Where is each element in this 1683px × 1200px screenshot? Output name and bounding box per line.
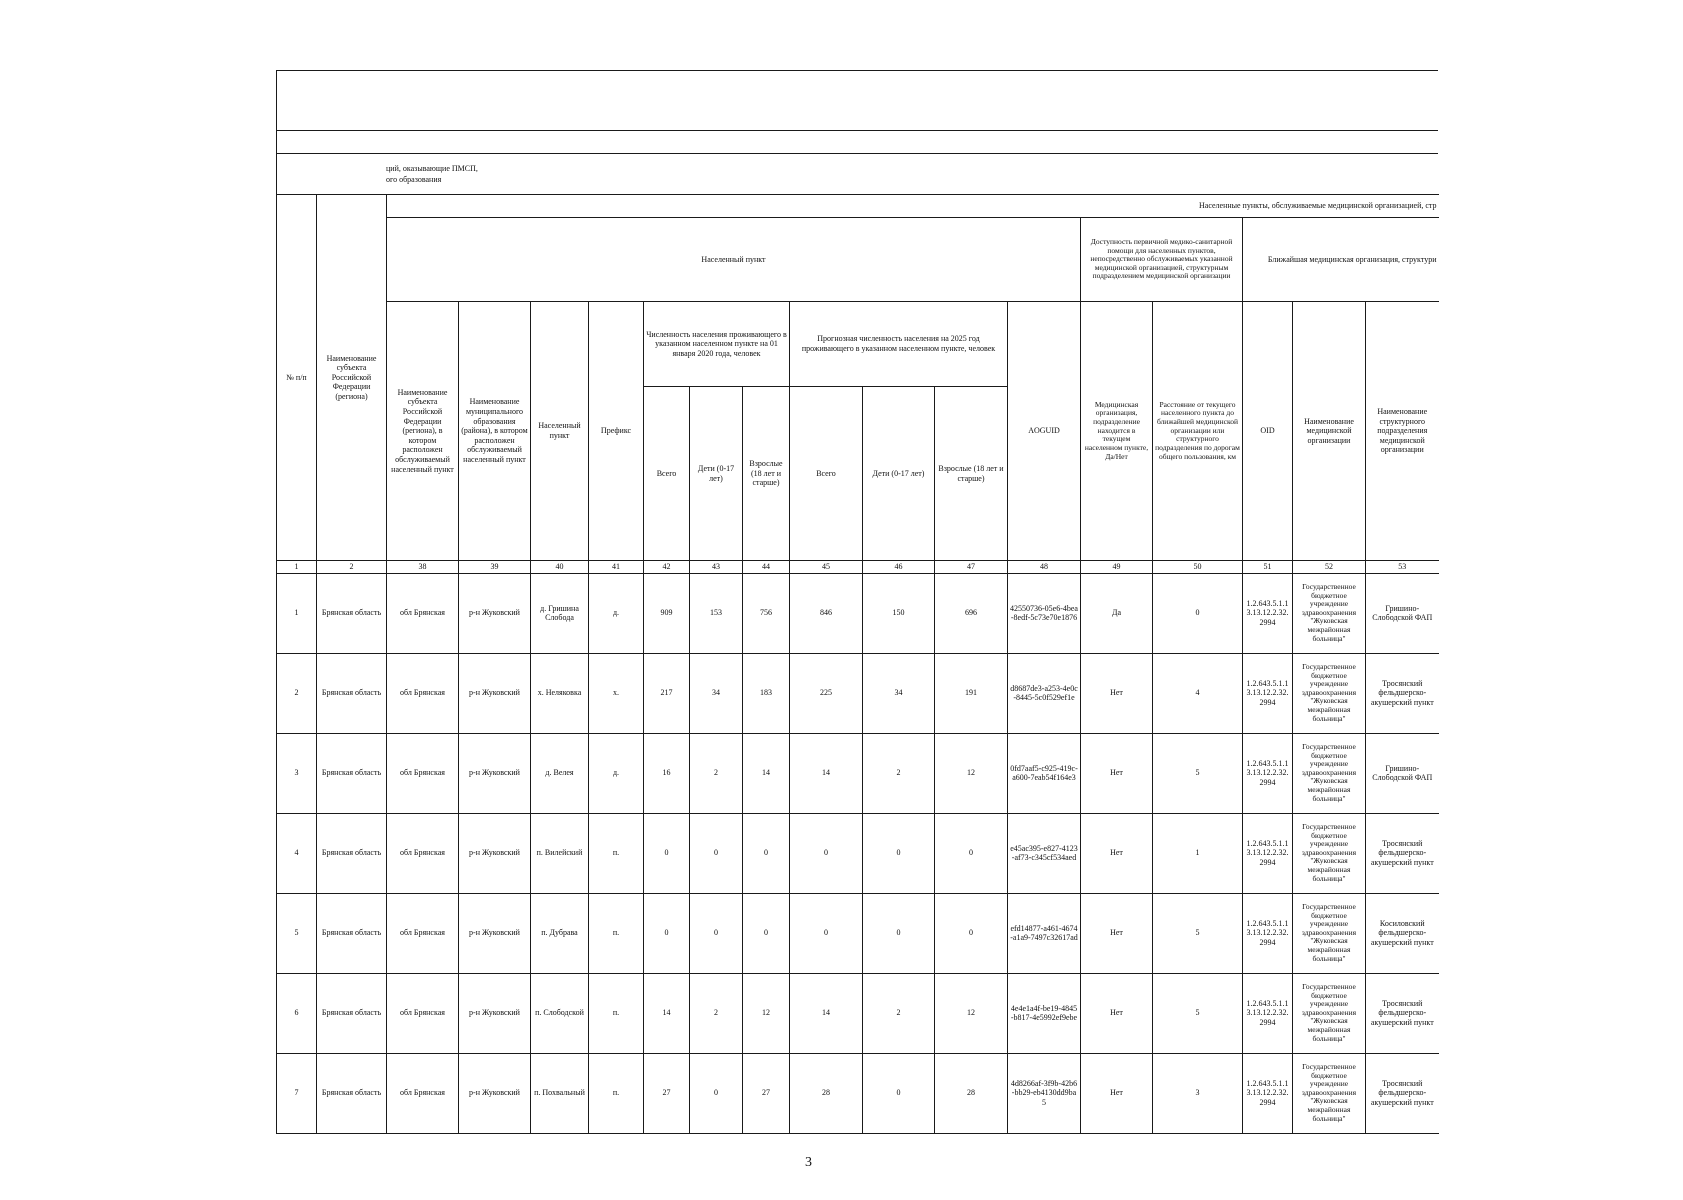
row-distance: 4 bbox=[1153, 653, 1243, 733]
header-row-sections bbox=[277, 218, 1439, 302]
header-struct: Наименование структурного подразделения медицинской организации bbox=[1366, 302, 1439, 561]
row-number: 7 bbox=[277, 1053, 317, 1133]
row-oid: 1.2.643.5.1.13.13.12.2.32.2994 bbox=[1243, 573, 1293, 653]
row-med-unit: Нет bbox=[1081, 653, 1153, 733]
row-kids-2025: 0 bbox=[863, 1053, 935, 1133]
row-kids-2025: 2 bbox=[863, 733, 935, 813]
document-sheet bbox=[276, 70, 1438, 1127]
row-prefix: п. bbox=[589, 973, 644, 1053]
row-kids-2020: 0 bbox=[690, 1053, 743, 1133]
row-prefix: х. bbox=[589, 653, 644, 733]
title-line-1: ций, оказывающие ПМСП, bbox=[386, 164, 478, 173]
header-total-2020: Всего bbox=[644, 387, 690, 561]
row-subject: обл Брянская bbox=[387, 893, 459, 973]
header-nearest: Ближайшая медицинская организация, структури bbox=[1243, 218, 1439, 302]
row-aoguid: d8687de3-a253-4e0c-8445-5c0f529ef1e bbox=[1008, 653, 1081, 733]
row-distance: 0 bbox=[1153, 573, 1243, 653]
row-total-2025: 28 bbox=[790, 1053, 863, 1133]
header-num: № п/п bbox=[277, 195, 317, 561]
row-prefix: д. bbox=[589, 733, 644, 813]
row-total-2020: 909 bbox=[644, 573, 690, 653]
row-number: 1 bbox=[277, 573, 317, 653]
row-subject: обл Брянская bbox=[387, 653, 459, 733]
colnum: 38 bbox=[387, 561, 459, 574]
row-med-unit: Нет bbox=[1081, 1053, 1153, 1133]
row-subject: обл Брянская bbox=[387, 813, 459, 893]
header-np-subject: Наименование субъекта Российской Федерации (региона), в котором расположен обслуживаемый населенный пункт bbox=[387, 302, 459, 561]
row-municipality: р-н Жуковский bbox=[459, 813, 531, 893]
row-number: 4 bbox=[277, 813, 317, 893]
header-pop2020: Численность населения проживающего в указанном населенном пункте на 01 января 2020 года, человек bbox=[644, 302, 790, 387]
row-oid: 1.2.643.5.1.13.13.12.2.32.2994 bbox=[1243, 1053, 1293, 1133]
row-struct-unit: Гришино-Слободской ФАП bbox=[1366, 573, 1439, 653]
row-adults-2020: 12 bbox=[743, 973, 790, 1053]
row-total-2020: 27 bbox=[644, 1053, 690, 1133]
row-prefix: п. bbox=[589, 893, 644, 973]
row-adults-2020: 14 bbox=[743, 733, 790, 813]
colnum: 50 bbox=[1153, 561, 1243, 574]
row-total-2020: 14 bbox=[644, 973, 690, 1053]
row-aoguid: 42550736-05e6-4bea-8edf-5c73e70e1876 bbox=[1008, 573, 1081, 653]
row-aoguid: 4e4e1a4f-be19-4845-b817-4e5992ef9ebe bbox=[1008, 973, 1081, 1053]
row-total-2025: 0 bbox=[790, 813, 863, 893]
row-med-unit: Да bbox=[1081, 573, 1153, 653]
row-oid: 1.2.643.5.1.13.13.12.2.32.2994 bbox=[1243, 733, 1293, 813]
row-med-unit: Нет bbox=[1081, 893, 1153, 973]
colnum: 45 bbox=[790, 561, 863, 574]
row-subject: обл Брянская bbox=[387, 1053, 459, 1133]
header-oid: OID bbox=[1243, 302, 1293, 561]
row-kids-2025: 0 bbox=[863, 813, 935, 893]
row-total-2020: 0 bbox=[644, 813, 690, 893]
row-kids-2020: 2 bbox=[690, 733, 743, 813]
row-adults-2025: 0 bbox=[935, 893, 1008, 973]
row-oid: 1.2.643.5.1.13.13.12.2.32.2994 bbox=[1243, 893, 1293, 973]
colnum: 53 bbox=[1366, 561, 1439, 574]
row-med-org: Государственное бюджетное учреждение здравоохранения "Жуковская межрайонная больница" bbox=[1293, 573, 1366, 653]
row-med-unit: Нет bbox=[1081, 813, 1153, 893]
row-region: Брянская область bbox=[317, 973, 387, 1053]
row-total-2025: 14 bbox=[790, 733, 863, 813]
header-med-org: Наименование медицинской организации bbox=[1293, 302, 1366, 561]
row-settlement: п. Слободской bbox=[531, 973, 589, 1053]
row-struct-unit: Гришино-Слободской ФАП bbox=[1366, 733, 1439, 813]
row-settlement: п. Вилейский bbox=[531, 813, 589, 893]
row-oid: 1.2.643.5.1.13.13.12.2.32.2994 bbox=[1243, 813, 1293, 893]
row-aoguid: 0fd7aaf5-c925-419c-a600-7eab54f164e3 bbox=[1008, 733, 1081, 813]
table-row bbox=[277, 973, 1439, 1053]
row-adults-2020: 27 bbox=[743, 1053, 790, 1133]
row-subject: обл Брянская bbox=[387, 573, 459, 653]
row-adults-2025: 0 bbox=[935, 813, 1008, 893]
header-total-2025: Всего bbox=[790, 387, 863, 561]
colnum: 43 bbox=[690, 561, 743, 574]
table-row bbox=[277, 813, 1439, 893]
header-kids-2020: Дети (0-17 лет) bbox=[690, 387, 743, 561]
table-row bbox=[277, 733, 1439, 813]
row-aoguid: 4d8266af-3f9b-42b6-bb29-eb4130dd9ba5 bbox=[1008, 1053, 1081, 1133]
row-prefix: п. bbox=[589, 813, 644, 893]
colnum: 52 bbox=[1293, 561, 1366, 574]
row-distance: 3 bbox=[1153, 1053, 1243, 1133]
row-med-org: Государственное бюджетное учреждение здравоохранения "Жуковская межрайонная больница" bbox=[1293, 653, 1366, 733]
header-row-group bbox=[277, 195, 1439, 218]
colnum: 49 bbox=[1081, 561, 1153, 574]
row-number: 5 bbox=[277, 893, 317, 973]
row-region: Брянская область bbox=[317, 573, 387, 653]
row-adults-2025: 28 bbox=[935, 1053, 1008, 1133]
document-title bbox=[386, 163, 478, 185]
frame-line-2 bbox=[276, 130, 1438, 131]
frame-left-line bbox=[276, 70, 277, 194]
row-municipality: р-н Жуковский bbox=[459, 733, 531, 813]
row-struct-unit: Тросянский фельдшерско-акушерский пункт bbox=[1366, 1053, 1439, 1133]
row-region: Брянская область bbox=[317, 653, 387, 733]
header-dostupnost: Доступность первичной медико-санитарной помощи для населенных пунктов, непосредственно обслуживаемых указанной медицинской организацией, структурным подразделением медицинской организации bbox=[1081, 218, 1243, 302]
row-kids-2025: 150 bbox=[863, 573, 935, 653]
colnum: 40 bbox=[531, 561, 589, 574]
row-settlement: п. Дубрава bbox=[531, 893, 589, 973]
row-med-org: Государственное бюджетное учреждение здравоохранения "Жуковская межрайонная больница" bbox=[1293, 1053, 1366, 1133]
row-med-org: Государственное бюджетное учреждение здравоохранения "Жуковская межрайонная больница" bbox=[1293, 813, 1366, 893]
row-kids-2020: 153 bbox=[690, 573, 743, 653]
row-municipality: р-н Жуковский bbox=[459, 1053, 531, 1133]
row-kids-2025: 0 bbox=[863, 893, 935, 973]
row-kids-2020: 0 bbox=[690, 893, 743, 973]
header-prefix: Префикс bbox=[589, 302, 644, 561]
row-kids-2020: 34 bbox=[690, 653, 743, 733]
row-distance: 5 bbox=[1153, 893, 1243, 973]
header-kids-2025: Дети (0-17 лет) bbox=[863, 387, 935, 561]
row-region: Брянская область bbox=[317, 813, 387, 893]
frame-line-3 bbox=[276, 153, 1438, 154]
table-row bbox=[277, 573, 1439, 653]
header-np-group: Населенный пункт bbox=[387, 218, 1081, 302]
row-total-2025: 225 bbox=[790, 653, 863, 733]
row-subject: обл Брянская bbox=[387, 733, 459, 813]
row-oid: 1.2.643.5.1.13.13.12.2.32.2994 bbox=[1243, 653, 1293, 733]
row-number: 6 bbox=[277, 973, 317, 1053]
row-adults-2025: 696 bbox=[935, 573, 1008, 653]
row-struct-unit: Тросянский фельдшерско-акушерский пункт bbox=[1366, 653, 1439, 733]
row-municipality: р-н Жуковский bbox=[459, 973, 531, 1053]
frame-top-line bbox=[276, 70, 1438, 71]
header-pop2025: Прогнозная численность населения на 2025 год проживающего в указанном населенном пункте, человек bbox=[790, 302, 1008, 387]
row-kids-2025: 2 bbox=[863, 973, 935, 1053]
header-row-subgroups bbox=[277, 302, 1439, 387]
header-subject: Наименование субъекта Российской Федерации (региона) bbox=[317, 195, 387, 561]
row-adults-2020: 0 bbox=[743, 893, 790, 973]
table-row bbox=[277, 1053, 1439, 1133]
colnum: 48 bbox=[1008, 561, 1081, 574]
row-med-unit: Нет bbox=[1081, 733, 1153, 813]
row-municipality: р-н Жуковский bbox=[459, 653, 531, 733]
row-struct-unit: Косиловский фельдшерско-акушерский пункт bbox=[1366, 893, 1439, 973]
row-struct-unit: Тросянский фельдшерско-акушерский пункт bbox=[1366, 973, 1439, 1053]
row-adults-2020: 756 bbox=[743, 573, 790, 653]
row-region: Брянская область bbox=[317, 733, 387, 813]
row-med-unit: Нет bbox=[1081, 973, 1153, 1053]
header-distance: Расстояние от текущего населенного пункта до ближайшей медицинской организации или структурного подразделения по дорогам общего пользования, км bbox=[1153, 302, 1243, 561]
header-adults-2020: Взрослые (18 лет и старше) bbox=[743, 387, 790, 561]
row-adults-2020: 0 bbox=[743, 813, 790, 893]
row-distance: 5 bbox=[1153, 973, 1243, 1053]
row-oid: 1.2.643.5.1.13.13.12.2.32.2994 bbox=[1243, 973, 1293, 1053]
header-np: Населенный пункт bbox=[531, 302, 589, 561]
row-subject: обл Брянская bbox=[387, 973, 459, 1053]
row-municipality: р-н Жуковский bbox=[459, 893, 531, 973]
row-settlement: д. Гришина Слобода bbox=[531, 573, 589, 653]
row-kids-2020: 2 bbox=[690, 973, 743, 1053]
row-kids-2025: 34 bbox=[863, 653, 935, 733]
colnum: 2 bbox=[317, 561, 387, 574]
row-number: 3 bbox=[277, 733, 317, 813]
colnum: 44 bbox=[743, 561, 790, 574]
row-adults-2025: 191 bbox=[935, 653, 1008, 733]
row-kids-2020: 0 bbox=[690, 813, 743, 893]
table-row bbox=[277, 653, 1439, 733]
row-region: Брянская область bbox=[317, 893, 387, 973]
row-med-org: Государственное бюджетное учреждение здравоохранения "Жуковская межрайонная больница" bbox=[1293, 893, 1366, 973]
row-adults-2025: 12 bbox=[935, 733, 1008, 813]
row-total-2025: 846 bbox=[790, 573, 863, 653]
row-aoguid: e45ac395-e827-4123-af73-c345cf534aed bbox=[1008, 813, 1081, 893]
row-distance: 1 bbox=[1153, 813, 1243, 893]
data-rows bbox=[277, 573, 1439, 1133]
row-settlement: п. Похвальный bbox=[531, 1053, 589, 1133]
colnum: 42 bbox=[644, 561, 690, 574]
row-prefix: д. bbox=[589, 573, 644, 653]
row-total-2020: 217 bbox=[644, 653, 690, 733]
title-line-2: ого образования bbox=[386, 175, 442, 184]
row-total-2025: 14 bbox=[790, 973, 863, 1053]
row-number: 2 bbox=[277, 653, 317, 733]
colnum: 1 bbox=[277, 561, 317, 574]
row-total-2020: 0 bbox=[644, 893, 690, 973]
header-group-top: Населенные пункты, обслуживаемые медицинской организацией, стр bbox=[387, 195, 1439, 218]
row-settlement: х. Неляковка bbox=[531, 653, 589, 733]
row-struct-unit: Тросянский фельдшерско-акушерский пункт bbox=[1366, 813, 1439, 893]
row-region: Брянская область bbox=[317, 1053, 387, 1133]
colnum: 47 bbox=[935, 561, 1008, 574]
row-aoguid: efd14877-a461-4674-a1a9-7497c32617ad bbox=[1008, 893, 1081, 973]
table-row bbox=[277, 893, 1439, 973]
colnum: 46 bbox=[863, 561, 935, 574]
header-aoguid: AOGUID bbox=[1008, 302, 1081, 561]
colnum: 39 bbox=[459, 561, 531, 574]
header-adults-2025: Взрослые (18 лет и старше) bbox=[935, 387, 1008, 561]
page-number: 3 bbox=[805, 1155, 812, 1170]
header-med-unit: Медицинская организация, подразделение находится в текущем населенном пункте, Да/Нет bbox=[1081, 302, 1153, 561]
row-municipality: р-н Жуковский bbox=[459, 573, 531, 653]
colnum: 41 bbox=[589, 561, 644, 574]
row-med-org: Государственное бюджетное учреждение здравоохранения "Жуковская межрайонная больница" bbox=[1293, 973, 1366, 1053]
header-mun: Наименование муниципального образования (района), в котором расположен обслуживаемый населенный пункт bbox=[459, 302, 531, 561]
column-number-row bbox=[277, 561, 1439, 574]
colnum: 51 bbox=[1243, 561, 1293, 574]
row-prefix: п. bbox=[589, 1053, 644, 1133]
row-adults-2020: 183 bbox=[743, 653, 790, 733]
row-settlement: д. Велея bbox=[531, 733, 589, 813]
row-adults-2025: 12 bbox=[935, 973, 1008, 1053]
row-distance: 5 bbox=[1153, 733, 1243, 813]
row-med-org: Государственное бюджетное учреждение здравоохранения "Жуковская межрайонная больница" bbox=[1293, 733, 1366, 813]
row-total-2025: 0 bbox=[790, 893, 863, 973]
row-total-2020: 16 bbox=[644, 733, 690, 813]
settlements-table bbox=[276, 194, 1439, 1134]
